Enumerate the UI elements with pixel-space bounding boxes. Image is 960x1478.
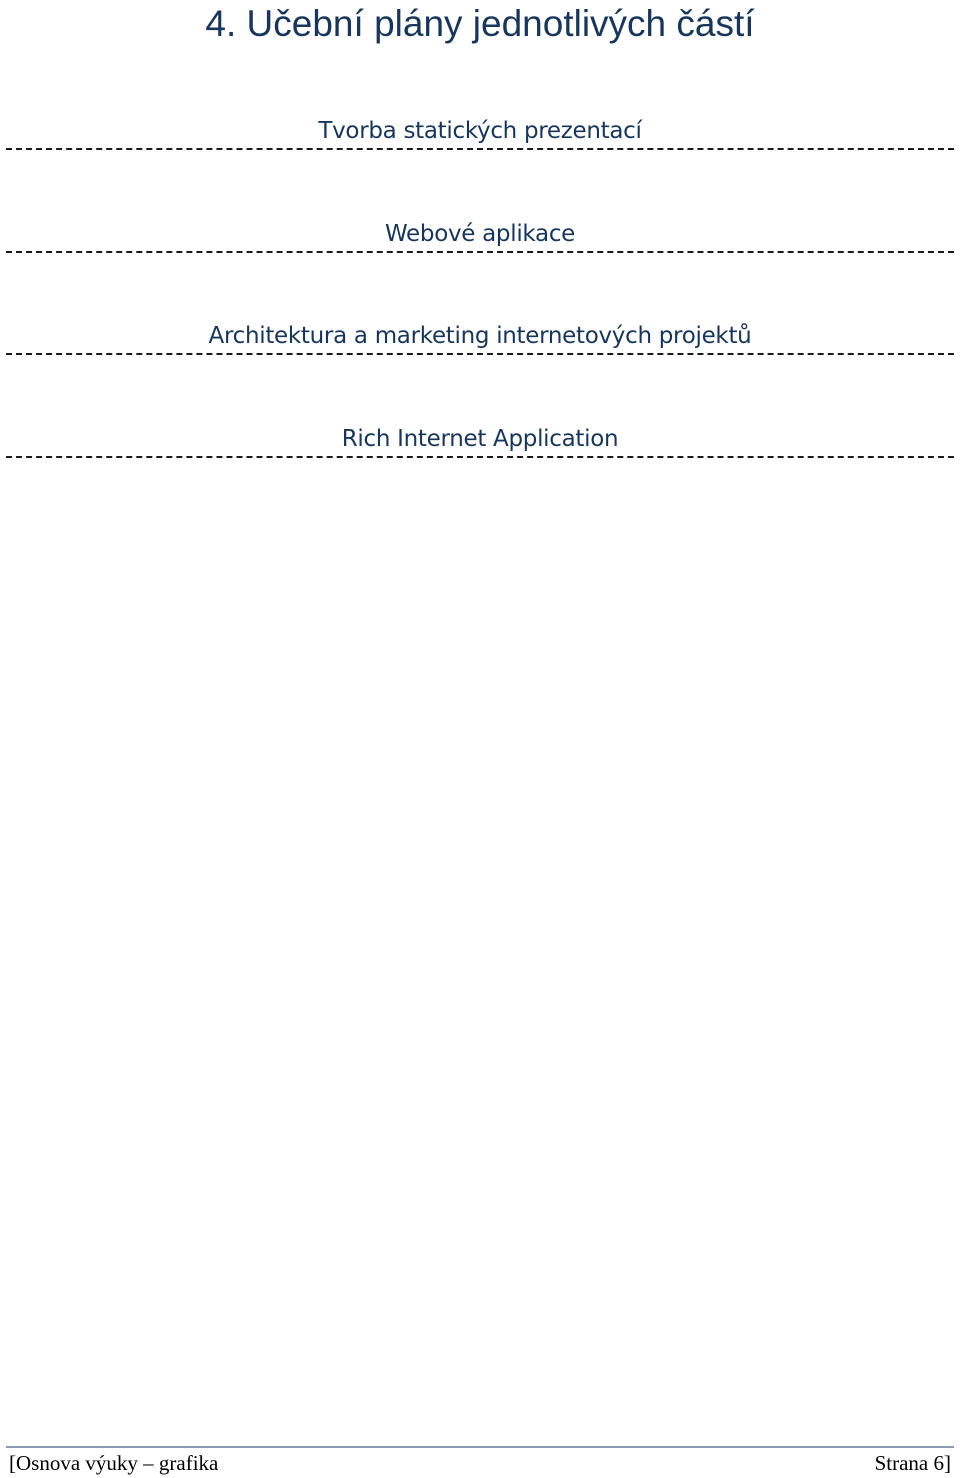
- dashed-divider: [6, 148, 954, 150]
- dashed-divider: [6, 353, 954, 355]
- dashed-divider: [6, 456, 954, 458]
- dashed-divider: [6, 251, 954, 253]
- footer-row: [6, 1448, 954, 1478]
- page-title: 4. Učební plány jednotlivých částí: [205, 3, 755, 44]
- section-block: [6, 321, 954, 355]
- section-title: Architektura a marketing internetových projektů: [208, 323, 752, 349]
- section-title: Webové aplikace: [384, 221, 576, 247]
- footer-document-label: [Osnova výuky – grafika: [9, 1451, 219, 1475]
- section-title: Rich Internet Application: [341, 426, 619, 452]
- section-block: [6, 116, 954, 150]
- section-block: [6, 424, 954, 458]
- page-footer: [6, 1446, 954, 1478]
- footer-page-number: Strana 6]: [874, 1451, 951, 1475]
- section-block: [6, 219, 954, 253]
- section-title: Tvorba statických prezentací: [318, 118, 642, 144]
